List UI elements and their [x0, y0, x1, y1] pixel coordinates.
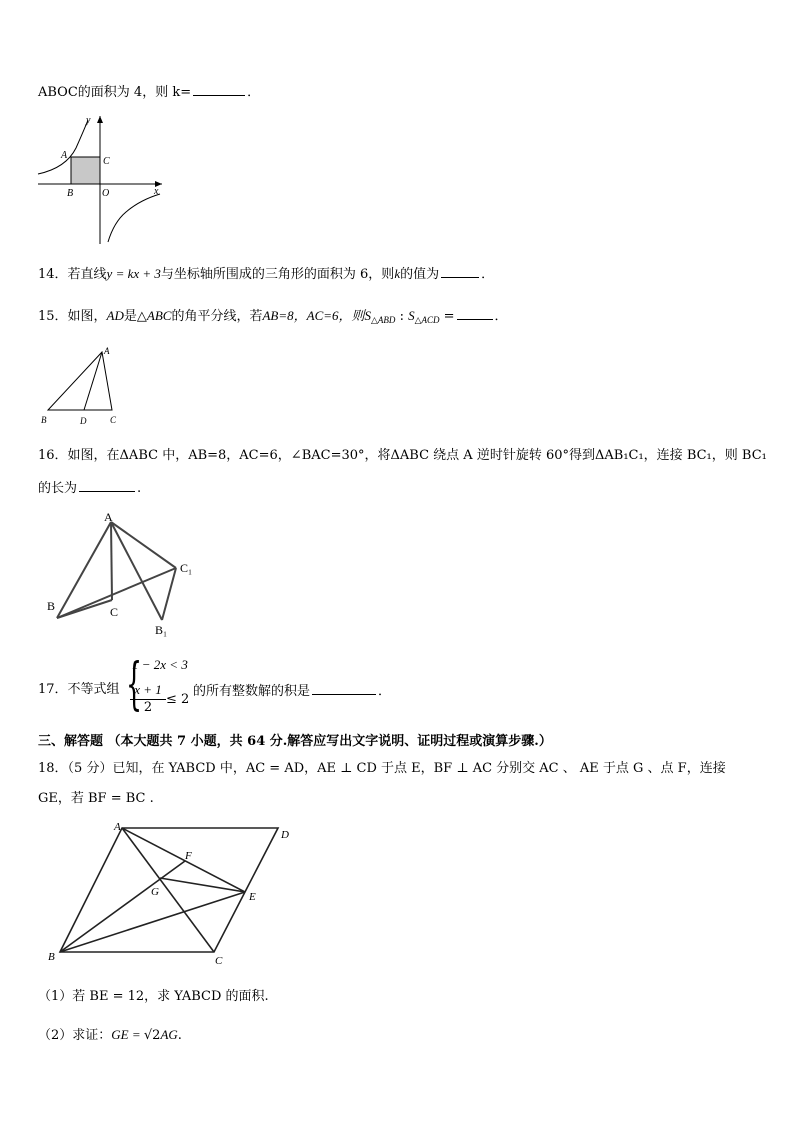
- q18-label-G: G: [151, 886, 159, 898]
- q18-line2: GE，若 BF = BC .: [38, 791, 154, 806]
- q17-inequality-system: [126, 652, 196, 723]
- q16-label-B1: B₁: [155, 623, 168, 637]
- q16-figure: [40, 508, 210, 640]
- q15-label-C: C: [110, 415, 117, 425]
- sqrt2: √2: [143, 1028, 161, 1043]
- section3-title: 三、解答题 （本大题共 7 小题，共 64 分.解答应写出文字说明、证明过程或演算步骤.）: [38, 734, 552, 749]
- q13-shaded-rectangle: [71, 157, 100, 184]
- q13-label-O: O: [102, 188, 110, 199]
- q17-inequality-2-relation: ≤ 2: [166, 692, 190, 707]
- q18-label-D: D: [281, 829, 289, 841]
- q15-label-D: D: [80, 416, 87, 426]
- q13-answer-blank[interactable]: [193, 82, 245, 96]
- q16-label-C: C: [110, 605, 119, 619]
- q16-line1: 16．如图，在ΔABC 中，AB=8，AC=6，∠BAC=30°，将ΔABC 绕点 A 逆时针旋转 60°得到ΔAB₁C₁，连接 BC₁，则 BC₁: [38, 448, 767, 463]
- q18-label-A: A: [114, 821, 121, 833]
- q17-fraction: $\frac{x + 1}{2}$: [130, 682, 166, 715]
- q15-label-B: B: [41, 415, 47, 425]
- q14-text: 14．若直线y = kx + 3与坐标轴所围成的三角形的面积为 6，则k的值为 ．: [38, 266, 495, 282]
- q17-suffix: 的所有整数解的积是 ．: [193, 681, 391, 701]
- q15-bisector-AD: [84, 352, 102, 410]
- q18-part2: （2）求证：GE = √2AG.: [38, 1027, 182, 1043]
- q15-figure: [38, 344, 128, 430]
- q18-line1: 18．（5 分）已知，在 YABCD 中，AC = AD，AE ⊥ CD 于点 E，BF ⊥ AC 分别交 AC 、 AE 于点 G 、点 F，连接: [38, 761, 726, 776]
- q18-label-C: C: [215, 955, 223, 967]
- q18-figure: [42, 818, 302, 968]
- q16-line2: 的长为 .: [38, 478, 141, 498]
- q13-hyperbola-lower-right: [108, 194, 160, 242]
- q18-parallelogram-ABCD: [60, 828, 278, 952]
- q17-answer-blank[interactable]: [312, 681, 376, 695]
- q16-label-A: A: [104, 510, 113, 524]
- q13-label-x: x: [154, 186, 159, 197]
- q17-prefix: 17．不等式组: [38, 682, 120, 697]
- q15-answer-blank[interactable]: [457, 306, 493, 320]
- q18-label-E: E: [249, 891, 256, 903]
- q15-text: 15．如图，AD是△ABC的角平分线，若AB=8，AC=6，则$S_{\triangle ABD}$ : $S_{\triangle ACD}$ = ．: [38, 308, 508, 325]
- q18-diagonal-AC: [122, 828, 214, 952]
- q17-inequality-1: 1 − 2x < 3: [132, 657, 188, 672]
- q16-label-C1: C₁: [180, 561, 193, 575]
- q13-label-C: C: [103, 156, 110, 167]
- q13-label-A: A: [61, 150, 68, 161]
- q18-segment-BE: [60, 892, 245, 952]
- q15-triangle-ABC: [48, 352, 112, 410]
- q18-part1: （1）若 BE = 12，求 YABCD 的面积.: [38, 989, 269, 1004]
- q18-label-B: B: [48, 951, 55, 963]
- q13-label-B: B: [67, 188, 74, 199]
- q14-answer-blank[interactable]: [441, 264, 479, 278]
- q17-brace: {: [126, 652, 143, 717]
- q18-label-F: F: [185, 850, 192, 862]
- q16-answer-blank[interactable]: [79, 478, 135, 492]
- q16-label-B: B: [47, 599, 56, 613]
- q15-label-A: A: [104, 346, 110, 356]
- q13-figure: [36, 112, 166, 247]
- q13-label-y: y: [86, 115, 91, 126]
- q13-text: ABOC的面积为 4，则 k= ．: [38, 82, 260, 102]
- q18-segment-BF: [60, 861, 185, 952]
